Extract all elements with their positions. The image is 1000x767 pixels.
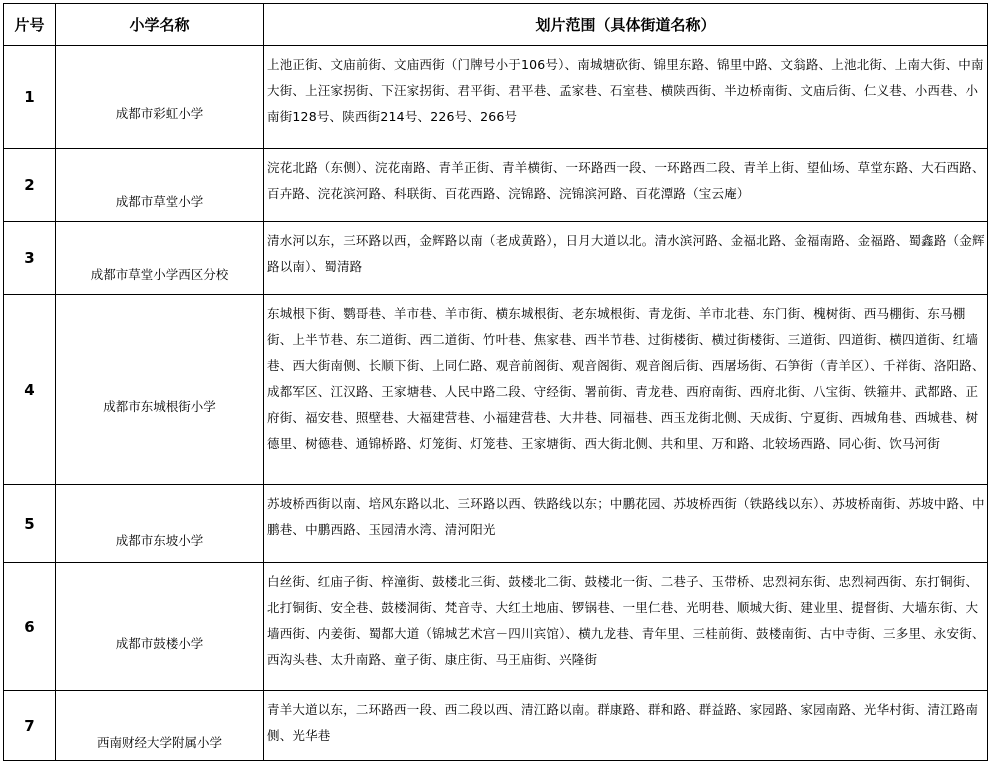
school-name-text: 成都市草堂小学西区分校	[90, 267, 229, 282]
row-num: 6	[4, 563, 56, 691]
school-name-text: 成都市彩虹小学	[115, 106, 204, 121]
district-scope: 上池正街、文庙前街、文庙西街（门牌号小于106号）、南城塘砍街、锦里东路、锦里中路、文翁路、上池北街、上南大街、中南大街、上汪家拐街、下汪家拐街、君平街、君平巷、孟家巷、石室巷、横陕西街、半边桥南街、文庙后街、仁义巷、小西巷、小南街128号、陕西街214号、226号、266号	[264, 46, 988, 149]
header-name: 小学名称	[56, 4, 264, 46]
school-name	[56, 563, 264, 691]
row-num: 5	[4, 485, 56, 563]
header-scope: 划片范围（具体街道名称）	[264, 4, 988, 46]
school-district-table	[3, 3, 988, 761]
header-row	[4, 4, 988, 46]
school-name-text: 成都市东坡小学	[115, 532, 204, 548]
header-num: 片号	[4, 4, 56, 46]
table-row	[4, 691, 988, 761]
school-name	[56, 46, 264, 149]
table-row	[4, 222, 988, 295]
school-name-text: 成都市鼓楼小学	[115, 635, 204, 651]
school-name	[56, 222, 264, 295]
school-name	[56, 149, 264, 222]
district-scope: 浣花北路（东侧）、浣花南路、青羊正街、青羊横街、一环路西一段、一环路西二段、青羊上街、望仙场、草堂东路、大石西路、百卉路、浣花滨河路、科联街、百花西路、浣锦路、浣锦滨河路、百花潭路（宝云庵）	[264, 149, 988, 222]
row-num: 2	[4, 149, 56, 222]
row-num: 7	[4, 691, 56, 761]
school-name	[56, 691, 264, 761]
school-name	[56, 295, 264, 485]
school-name-text: 西南财经大学附属小学	[96, 734, 222, 750]
district-scope: 青羊大道以东，二环路西一段、西二段以西、清江路以南。群康路、群和路、群益路、家园路、家园南路、光华村街、清江路南侧、光华巷	[264, 691, 988, 761]
table-row	[4, 485, 988, 563]
district-scope: 苏坡桥西街以南、培风东路以北、三环路以西、铁路线以东；中鹏花园、苏坡桥西街（铁路线以东）、苏坡桥南街、苏坡中路、中鹏巷、中鹏西路、玉园清水湾、清河阳光	[264, 485, 988, 563]
school-name-text: 成都市草堂小学	[115, 194, 204, 209]
table-row	[4, 46, 988, 149]
row-num: 3	[4, 222, 56, 295]
school-name-text: 成都市东城根街小学	[103, 398, 216, 414]
district-scope: 清水河以东，三环路以西，金辉路以南（老成黄路），日月大道以北。清水滨河路、金福北路、金福南路、金福路、蜀鑫路（金辉路以南）、蜀清路	[264, 222, 988, 295]
table-row	[4, 563, 988, 691]
row-num: 1	[4, 46, 56, 149]
row-num: 4	[4, 295, 56, 485]
school-name	[56, 485, 264, 563]
district-scope: 东城根下街、鹦哥巷、羊市巷、羊市街、横东城根街、老东城根街、青龙街、羊市北巷、东门街、槐树街、西马棚街、东马棚街、上半节巷、东二道街、西二道街、竹叶巷、焦家巷、西半节巷、过街楼街、横过街楼街、三道街、四道街、横四道街、红墙巷、西大街南侧、长顺下街、上同仁路、观音前阁街、观音阁街、观音阁后街、西屠场街、石笋街（青羊区）、千祥街、洛阳路、成都军区、江汉路、王家塘巷、人民中路二段、守经街、署前街、青龙巷、西府南街、西府北街、八宝街、铁箍井、武都路、正府街、福安巷、照壁巷、大福建营巷、小福建营巷、大井巷、同福巷、西玉龙街北侧、天成街、宁夏街、西城角巷、西城巷、树德里、树德巷、通锦桥路、灯笼街、灯笼巷、王家塘街、西大街北侧、共和里、万和路、北较场西路、同心街、饮马河街	[264, 295, 988, 485]
district-scope: 白丝街、红庙子街、梓潼街、鼓楼北三街、鼓楼北二街、鼓楼北一街、二巷子、玉带桥、忠烈祠东街、忠烈祠西街、东打铜街、北打铜街、安全巷、鼓楼洞街、梵音寺、大红土地庙、锣锅巷、一里仁巷、光明巷、顺城大街、建业里、提督街、大墙东街、大墙西街、内姜街、蜀都大道（锦城艺术宫－四川宾馆）、横九龙巷、青年里、三桂前街、鼓楼南街、古中寺街、三多里、永安街、西沟头巷、太升南路、童子街、康庄街、马王庙街、兴隆街	[264, 563, 988, 691]
table-row	[4, 149, 988, 222]
table-row	[4, 295, 988, 485]
